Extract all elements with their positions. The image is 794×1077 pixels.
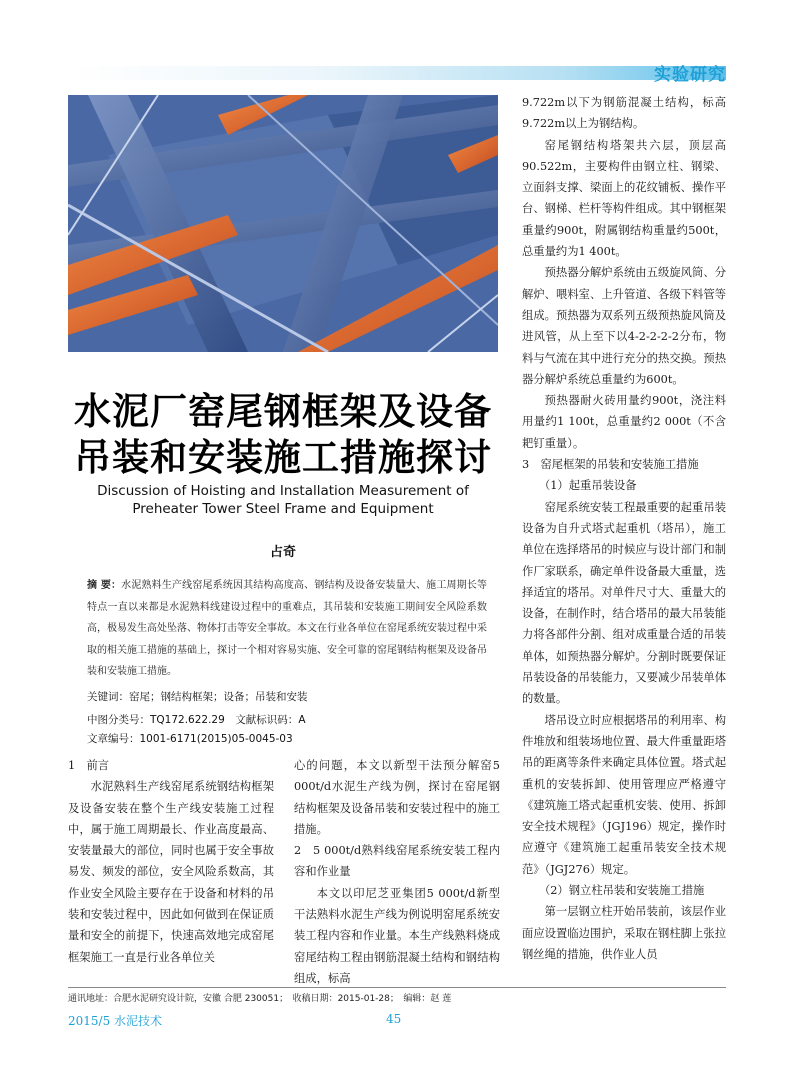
abstract-label: 摘 要： bbox=[87, 580, 122, 591]
paragraph: 塔吊设立时应根据塔吊的利用率、构件堆放和组装场地位置、最大件重量距塔吊的距离等条件来确定具体位置。塔式起重机的安装拆卸、使用管理应严格遵守《建筑施工塔式起重机安装、使用、拆卸安全技术规程》（JGJ196）规定，操作时应遵守《建筑施工起重吊装安全技术规范》（JGJ276）规定。 bbox=[522, 713, 726, 876]
keywords-text: 窑尾；钢结构框架；设备；吊装和安装 bbox=[129, 691, 308, 703]
title-zh-line1: 水泥厂窑尾钢框架及设备 bbox=[74, 390, 492, 433]
title-zh-line2: 吊装和安装施工措施探讨 bbox=[74, 436, 492, 479]
article-number-label: 文章编号： bbox=[87, 733, 140, 745]
abstract bbox=[87, 575, 487, 683]
paragraph: 水泥熟料生产线窑尾系统钢结构框架及设备安装在整个生产线安装施工过程中，属于施工周期最长、作业高度最高、安装量最大的部位，同时也属于安全事故易发、频发的部位，安全风险系数高，其作业安全风险主要存在于设备和材料的吊装和安装过程中，因此如何做到在保证质量和安全的前提下，快速高效地完成窑尾框架施工一直是行业各单位关 bbox=[68, 780, 274, 964]
paragraph: 本文以印尼芝亚集团5 000t/d新型干法熟料水泥生产线为例说明窑尾系统安装工程内容和作业量。本生产线熟料烧成窑尾结构工程由钢筋混凝土结构和钢结构组成，标高 bbox=[294, 886, 500, 985]
page-number: 45 bbox=[386, 1012, 402, 1026]
footnote: 通讯地址：合肥水泥研究设计院，安徽 合肥 230051； 收稿日期：2015-01-28； 编辑：赵 莲 bbox=[68, 994, 452, 1004]
paragraph: 预热器分解炉系统由五级旋风筒、分解炉、喂料室、上升管道、各级下料管等组成。预热器为双系列五级预热旋风筒及进风管，从上至下以4-2-2-2-2分布，物料与气流在其中进行充分的热交换。预热器分解炉系统总重量约为600t。 bbox=[522, 266, 726, 386]
doc-code-label: 文献标识码： bbox=[235, 714, 299, 726]
body-column-middle bbox=[294, 755, 500, 989]
section-label: 实验研究 bbox=[654, 65, 726, 85]
author: 占奇 bbox=[269, 545, 296, 560]
article-number-value: 1001-6171(2015)05-0045-03 bbox=[139, 733, 293, 745]
section-heading-2: 2 5 000t/d熟料线窑尾系统安装工程内容和作业量 bbox=[294, 844, 500, 879]
keywords bbox=[87, 689, 507, 704]
section-heading-1: 1 前言 bbox=[68, 759, 110, 772]
subsection-heading: （2）钢立柱吊装和安装施工措施 bbox=[538, 883, 705, 897]
steel-frame-photo bbox=[68, 95, 498, 352]
title-en-line2: Preheater Tower Steel Frame and Equipment bbox=[132, 501, 434, 517]
paragraph: 窑尾钢结构塔架共六层，顶层高90.522m，主要构件由钢立柱、钢梁、立面斜支撑、梁面上的花纹铺板、操作平台、钢梯、栏杆等构件组成。其中钢框架重量约900t，附属钢结构重量约500t，总重量约为1 400t。 bbox=[522, 138, 726, 259]
section-heading-3: 3 窑尾框架的吊装和安装施工措施 bbox=[522, 458, 699, 472]
paragraph: 预热器耐火砖用量约900t，浇注料用量约1 100t，总重量约2 000t（不含耙钉重量）。 bbox=[522, 394, 726, 450]
classification-line bbox=[87, 712, 507, 727]
journal-issue: 2015/5 水泥技术 bbox=[68, 1014, 163, 1028]
body-column-right bbox=[522, 92, 726, 965]
clc-label: 中图分类号： bbox=[87, 714, 150, 726]
keywords-label: 关键词： bbox=[87, 691, 129, 703]
subsection-heading: （1）起重吊装设备 bbox=[538, 479, 637, 493]
article-number-line bbox=[87, 731, 507, 746]
doc-code-value: A bbox=[298, 714, 306, 726]
footer-rule bbox=[68, 987, 726, 988]
paragraph: 窑尾系统安装工程最重要的起重吊装设备为自升式塔式起重机（塔吊），施工单位在选择塔吊的时候应与设计部门和制作厂家联系，确定单件设备最大重量，选择适宜的塔吊。对单件尺寸大、重量大的设备，在制作时，结合塔吊的最大吊装能力将各部件分割、组对成重量合适的吊装单体，如预热器分解炉。分割时既要保证吊装设备的吊装能力，又要减少吊装单体的数量。 bbox=[522, 500, 726, 706]
body-column-left bbox=[68, 755, 274, 968]
title-en-line1: Discussion of Hoisting and Installation Measurement of bbox=[97, 483, 469, 499]
paragraph-continued: 9.722m以下为钢筋混凝土结构，标高9.722m以上为钢结构。 bbox=[522, 96, 726, 131]
paragraph: 第一层钢立柱开始吊装前，该层作业面应设置临边围护，采取在钢柱脚上张拉钢丝绳的措施，供作业人员 bbox=[522, 905, 726, 961]
clc-value: TQ172.622.29 bbox=[150, 714, 225, 726]
paragraph-continued: 心的问题，本文以新型干法预分解窑5 000t/d水泥生产线为例，探讨在窑尾钢结构框架及设备吊装和安装过程中的施工措施。 bbox=[294, 759, 500, 836]
abstract-text: 水泥熟料生产线窑尾系统因其结构高度高、钢结构及设备安装量大、施工周期长等特点一直以来都是水泥熟料线建设过程中的重难点，其吊装和安装施工期间安全风险系数高，极易发生高处坠落、物体打击等安全事故。本文在行业各单位在窑尾系统安装过程中采取的相关施工措施的基础上，探讨一个相对容易实施、安全可靠的窑尾钢结构框架及设备吊装和安装施工措施。 bbox=[87, 580, 488, 677]
